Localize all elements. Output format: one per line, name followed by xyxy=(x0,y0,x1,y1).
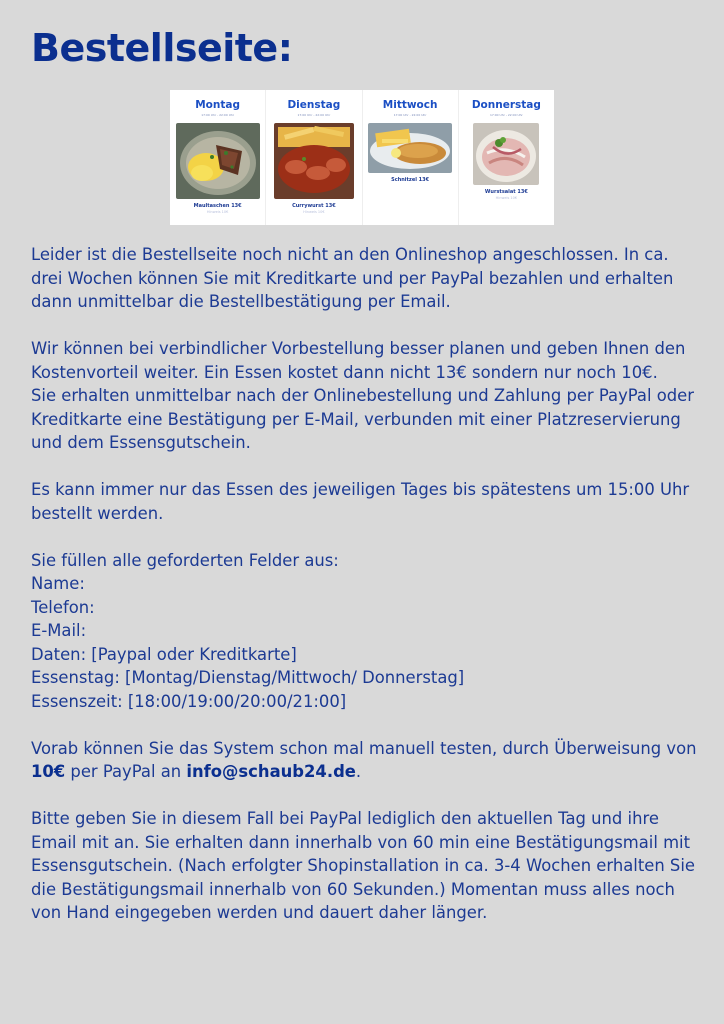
text-line: Wir können bei verbindlicher Vorbestellung besser planen und geben Ihnen den xyxy=(31,339,686,358)
page-title: Bestellseite: xyxy=(31,26,293,70)
menu-day-montag xyxy=(170,90,266,225)
text-line xyxy=(31,760,701,784)
text-line: von Hand eingegeben werden und dauert daher länger. xyxy=(31,903,488,922)
text-line: dann unmittelbar die Bestellbestätigung per Email. xyxy=(31,292,451,311)
day-time: 17:00 Uhr - 22:00 Uhr xyxy=(393,113,427,117)
field-email-label: E-Mail: xyxy=(31,621,87,640)
text-line: Es kann immer nur das Essen des jeweiligen Tages bis spätestens um 15:00 Uhr xyxy=(31,480,690,499)
dish-label: Maultaschen 13€ xyxy=(193,203,242,209)
text-line: Bitte geben Sie in diesem Fall bei PayPal lediglich den aktuellen Tag und ihre xyxy=(31,809,659,828)
day-name: Donnerstag xyxy=(471,99,541,111)
paragraph-manual-test xyxy=(31,737,701,784)
weekly-menu-image xyxy=(170,90,554,225)
menu-day-mittwoch xyxy=(363,90,459,225)
currywurst-image xyxy=(274,123,354,199)
amount-text: 10€ xyxy=(31,762,66,781)
menu-day-dienstag xyxy=(266,90,362,225)
paragraph-preorder-benefit xyxy=(31,337,701,455)
dish-label: Wurstsalat 13€ xyxy=(484,189,528,195)
field-payment-label: Daten: [Paypal oder Kreditkarte] xyxy=(31,644,297,664)
day-time: 17:00 Uhr - 22:00 Uhr xyxy=(297,113,331,117)
text-line: Vorab können Sie das System schon mal manuell testen, durch Überweisung von xyxy=(31,738,697,758)
text-line: Sie erhalten unmittelbar nach der Onlinebestellung und Zahlung per PayPal oder xyxy=(31,386,694,405)
dish-sub: Hinweis 10€ xyxy=(495,196,518,200)
text-line: bestellt werden. xyxy=(31,503,164,523)
text-fragment: . xyxy=(355,762,362,781)
paragraph-shop-notice xyxy=(31,243,701,314)
dish-sub: Hinweis 10€ xyxy=(206,210,229,214)
day-name: Mittwoch xyxy=(382,99,438,111)
text-line: drei Wochen können Sie mit Kreditkarte und per PayPal bezahlen und erhalten xyxy=(31,268,674,288)
day-time: 17:00 Uhr - 22:00 Uhr xyxy=(489,113,523,117)
text-line: Sie füllen alle geforderten Felder aus: xyxy=(31,550,339,570)
day-name: Montag xyxy=(195,99,240,111)
text-line: Email mit an. Sie erhalten dann innerhalb von 60 min eine Bestätigungsmail mit xyxy=(31,832,691,852)
menu-day-donnerstag xyxy=(459,90,554,225)
text-line: Kostenvorteil weiter. Ein Essen kostet dann nicht 13€ sondern nur noch 10€. xyxy=(31,362,658,382)
field-time-label: Essenszeit: [18:00/19:00/20:00/21:00] xyxy=(31,691,347,711)
email-link[interactable]: info@schaub24.de xyxy=(186,762,356,781)
wurstsalat-image xyxy=(473,123,539,185)
schnitzel-image xyxy=(368,123,452,173)
dish-label: Currywurst 13€ xyxy=(292,203,336,209)
field-name-label: Name: xyxy=(31,574,85,593)
day-time: 17:00 Uhr - 22:00 Uhr xyxy=(201,113,235,117)
text-line: Essensgutschein. (Nach erfolgter Shopinstallation in ca. 3-4 Wochen erhalten Sie xyxy=(31,856,695,875)
text-line: und dem Essensgutschein. xyxy=(31,433,251,452)
text-fragment: per PayPal an xyxy=(65,762,187,781)
day-name: Dienstag xyxy=(287,99,341,111)
text-line: Leider ist die Bestellseite noch nicht an den Onlineshop angeschlossen. In ca. xyxy=(31,245,669,264)
paragraph-paypal-note xyxy=(31,807,701,925)
paragraph-required-fields xyxy=(31,549,701,714)
order-instructions xyxy=(31,243,701,948)
dish-label: Schnitzel 13€ xyxy=(391,177,430,183)
dish-sub: Hinweis 10€ xyxy=(303,210,325,214)
text-line: die Bestätigungsmail innerhalb von 60 Sekunden.) Momentan muss alles noch xyxy=(31,879,675,899)
field-day-label: Essenstag: [Montag/Dienstag/Mittwoch/ Donnerstag] xyxy=(31,668,465,687)
maultaschen-image xyxy=(176,123,260,199)
field-phone-label: Telefon: xyxy=(31,597,95,617)
paragraph-order-deadline xyxy=(31,478,701,525)
text-line: Kreditkarte eine Bestätigung per E-Mail, verbunden mit einer Platzreservierung xyxy=(31,409,681,429)
